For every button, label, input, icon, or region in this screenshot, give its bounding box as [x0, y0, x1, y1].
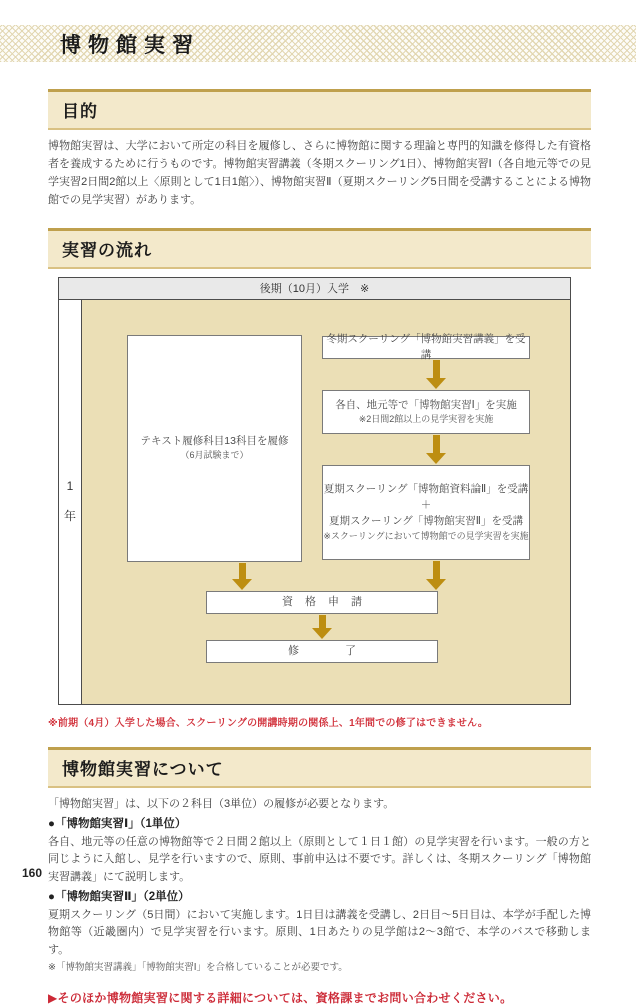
page-content [48, 89, 591, 1008]
about-item1-body: 各自、地元等の任意の博物館等で２日間２館以上（原則として１日１館）の見学実習を行います。一般の方と同じように入館し、見学を行いますので、原則、事前申込は不要です。詳しくは、冬期スクーリング「博物館実習講義」にて説明します。 [48, 835, 591, 883]
flow-box-summer-schooling [322, 465, 530, 560]
arrow-down-icon [426, 435, 446, 464]
page-number: 160 [22, 866, 43, 880]
about-item2-note: ※「博物館実習講義」「博物館実習Ⅰ」を合格していることが必要です。 [48, 961, 348, 973]
flow-box-summer-schooling-line1: 夏期スクーリング「博物館資料論Ⅱ」を受講 [323, 482, 529, 495]
purpose-paragraph: 博物館実習は、大学において所定の科目を履修し、さらに博物館に関する理論と専門的知識を修得した有資格者を養成するために行うものです。博物館実習講義（冬期スクーリング1日）、博物館実習Ⅰ（各自地元等での見学実習2日間2館以上〈原則として1日1館〉）、博物館実習Ⅱ（夏期スクーリング5日間を受講することによる博物館での見学実習）があります。 [48, 140, 591, 207]
flow-chart-body [59, 300, 570, 704]
about-section-body [48, 796, 591, 1008]
flow-box-summer-schooling-line2: 夏期スクーリング「博物館実習Ⅱ」を受講 [329, 515, 523, 528]
flow-box-text-courses [127, 335, 302, 562]
flow-box-completion [206, 640, 438, 663]
page-title-band [0, 25, 636, 62]
year-column [59, 300, 82, 704]
flow-chart-header: 後期（10月）入学 ※ [59, 278, 570, 300]
page-title: 博物館実習 [60, 33, 200, 57]
flow-chart-area [82, 300, 570, 704]
arrow-down-icon [426, 360, 446, 389]
flow-box-qualification-application-text: 資格申請 [282, 595, 374, 608]
flow-box-qualification-application [206, 591, 438, 614]
about-item2-heading: ●「博物館実習Ⅱ」（2単位） [48, 891, 190, 904]
flow-box-completion-text: 修了 [288, 644, 402, 657]
flow-box-text-courses-line2: （6月試験まで） [180, 450, 249, 461]
contact-note: ▶そのほか博物館実習に関する詳細については、資格課までお問い合わせください。 [48, 990, 513, 1005]
year-label-number: 1 [66, 479, 74, 494]
year-label-unit: 年 [63, 509, 76, 524]
about-intro: 「博物館実習」は、以下の２科目（3単位）の履修が必要となります。 [48, 797, 395, 810]
flow-box-practicum-one [322, 390, 530, 434]
plus-sign: ＋ [420, 499, 432, 512]
flow-box-winter-schooling [322, 332, 530, 362]
arrow-down-icon [232, 563, 252, 590]
flow-chart [58, 277, 571, 705]
arrow-down-icon [426, 561, 446, 590]
flow-box-text-courses-line1: テキスト履修科目13科目を履修 [140, 435, 289, 448]
flow-box-practicum-one-text: 各自、地元等で「博物館実習Ⅰ」を実施 [335, 398, 517, 411]
section-heading-about: 博物館実習について [48, 747, 591, 788]
section-heading-flow: 実習の流れ [48, 228, 591, 269]
arrow-down-icon [312, 615, 332, 639]
section-heading-purpose: 目的 [48, 89, 591, 130]
flow-footnote: ※前期（4月）入学した場合、スクーリングの開講時期の関係上、1年間での修了はできません。 [48, 717, 489, 729]
about-item2-body: 夏期スクーリング（5日間）において実施します。1日目は講義を受講し、2日目～5日目は、本学が手配した博物館等（近畿圏内）で見学実習を行います。原則、1日あたりの見学館は2～3館で、本学のバスで移動します。 [48, 908, 591, 956]
flow-box-winter-schooling-text: 冬期スクーリング「博物館実習講義」を受講 [326, 332, 526, 362]
about-item1-heading: ●「博物館実習Ⅰ」（1単位） [48, 818, 187, 831]
flow-box-practicum-one-note: ※2日間2館以上の見学実習を実施 [358, 413, 494, 424]
flow-box-summer-schooling-note: ※スクーリングにおいて博物館での見学実習を実施 [323, 530, 529, 541]
